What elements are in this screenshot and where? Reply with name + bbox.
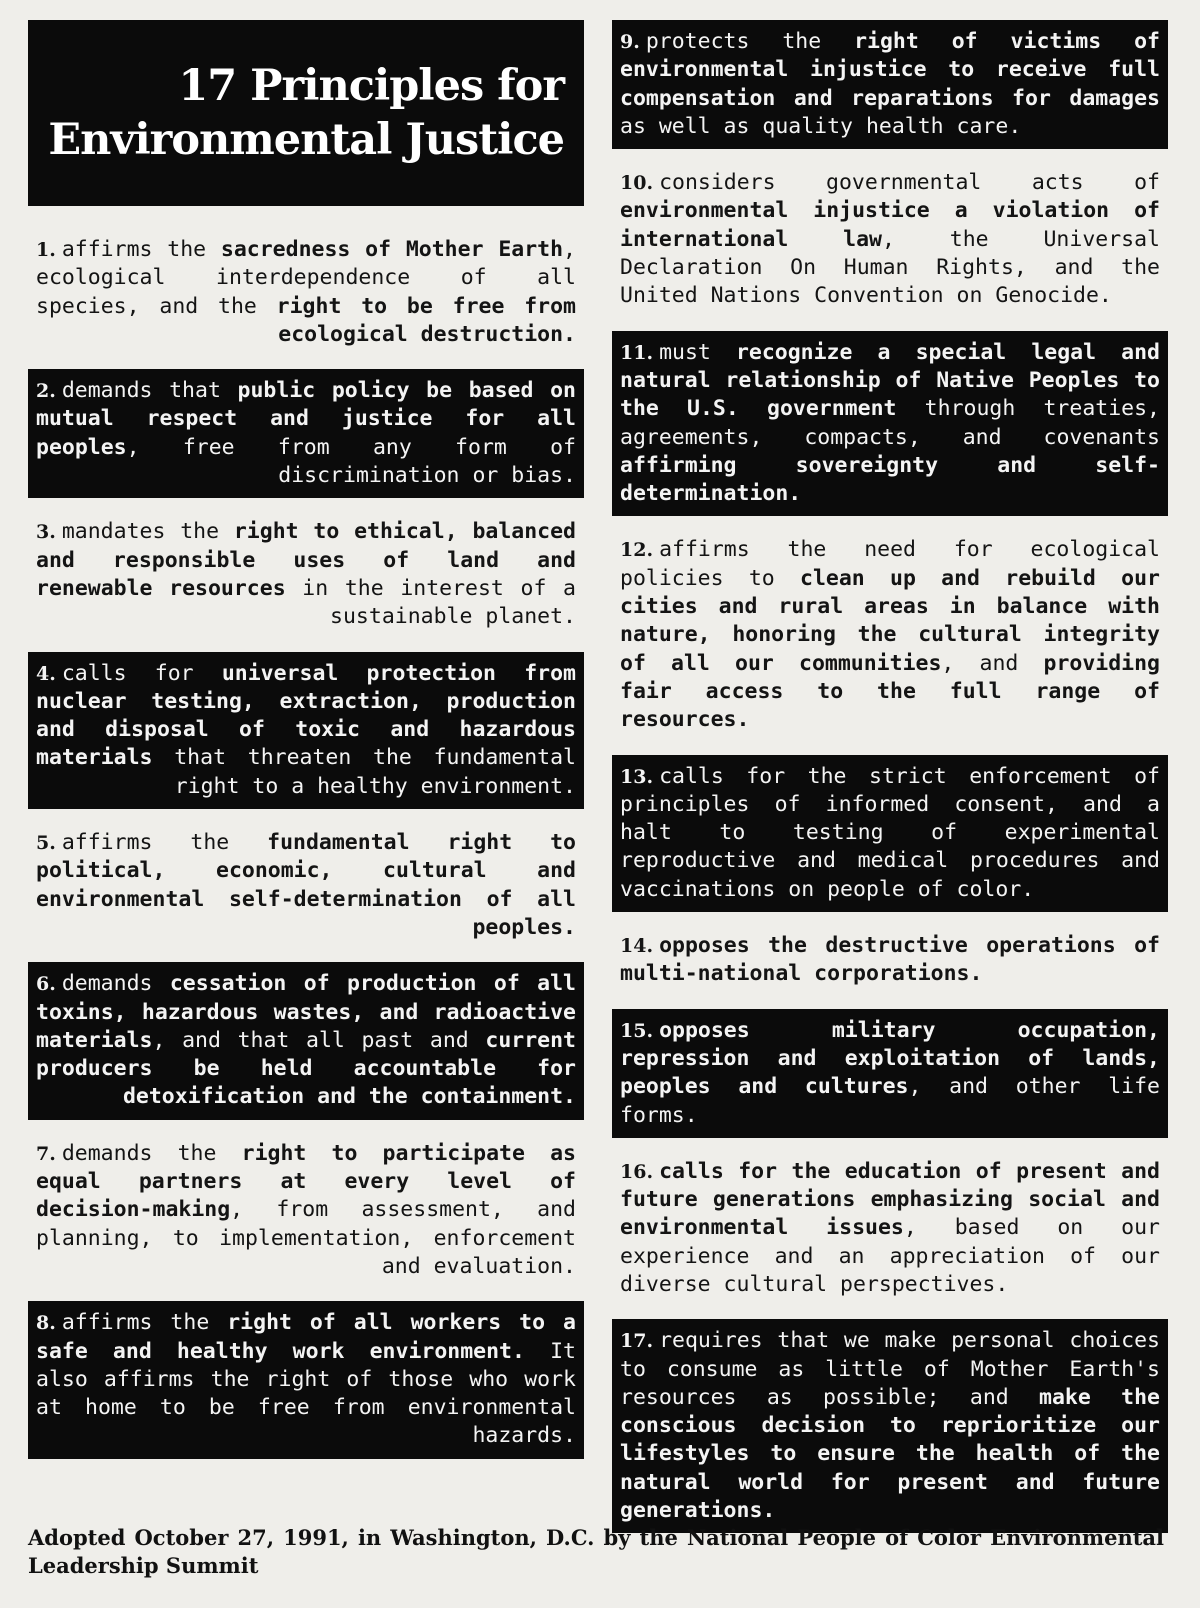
principle-text: mandates the xyxy=(61,519,234,545)
principle-number: 5. xyxy=(36,832,56,855)
principle-text: calls for xyxy=(61,660,222,686)
principle-text: requires that we make personal choices to consume as little of Mother Earth's resources as possible; and xyxy=(620,1328,1160,1410)
principle-number: 7. xyxy=(36,1142,56,1165)
principle-emphasis: affirming sovereignty and self-determination. xyxy=(620,452,1160,507)
principle-number: 6. xyxy=(36,973,56,996)
principle-emphasis: sacredness of Mother Earth xyxy=(220,237,564,262)
principle-text: as well as quality health care. xyxy=(620,113,1022,139)
principle-text: , and xyxy=(941,650,1044,676)
principle-emphasis: universal protection from nuclear testing, extraction, production and disposal of toxic and hazardous materials xyxy=(36,660,576,771)
principle-emphasis: recognize a special legal and natural relationship of Native Peoples to the U.S. government xyxy=(620,339,1160,422)
principle-emphasis: right to ethical, balanced and responsible uses of land and renewable resources xyxy=(36,519,577,601)
principle-emphasis: public policy be based on mutual respect and justice for all peoples xyxy=(36,378,576,460)
principle-number: 12. xyxy=(620,539,654,562)
principle-number: 13. xyxy=(620,765,654,788)
principle-emphasis: fundamental right to political, economic, cultural and environmental self-determination of all peoples. xyxy=(36,830,576,940)
principle-emphasis: opposes military occupation, repression and exploitation of lands, peoples and cultures xyxy=(620,1017,1160,1100)
principle-text: , ecological interdependence of all species, and the xyxy=(36,237,576,319)
principle-number: 11. xyxy=(620,341,654,364)
principle-2 xyxy=(28,369,584,498)
principle-9 xyxy=(612,20,1168,149)
principle-text: , from assessment, and planning, to implementation, enforcement and evaluation. xyxy=(36,1197,576,1279)
principle-4 xyxy=(28,652,584,809)
principle-text: , free from any form of discrimination or bias. xyxy=(126,434,576,489)
adoption-footer: Adopted October 27, 1991, in Washington, D.C. by the National People of Color Environmental Leadership Summit xyxy=(28,1525,1164,1578)
principle-emphasis: current producers be held accountable for detoxification and the containment. xyxy=(36,1027,576,1110)
principle-text: It also affirms the right of those who work at home to be free from environmental hazards. xyxy=(36,1338,576,1449)
right-column xyxy=(612,20,1168,1545)
principle-number: 10. xyxy=(620,172,654,195)
principle-emphasis: opposes the destructive operations of multi-national corporations. xyxy=(620,933,1160,987)
principle-16 xyxy=(612,1150,1168,1307)
principle-text: must xyxy=(659,339,736,365)
principle-15 xyxy=(612,1009,1168,1138)
principle-number: 4. xyxy=(36,662,56,685)
principle-emphasis: right of victims of environmental injustice to receive full compensation and reparations for damages xyxy=(620,29,1160,111)
principle-8 xyxy=(28,1301,584,1458)
principle-number: 8. xyxy=(36,1312,56,1335)
principle-emphasis: cessation of production of all toxins, hazardous wastes, and radioactive materials xyxy=(36,971,576,1053)
principle-text: , the Universal Declaration On Human Rights, and the United Nations Convention on Genocide. xyxy=(620,226,1160,309)
principle-number: 9. xyxy=(620,31,640,53)
principle-text: considers governmental acts of xyxy=(659,170,1160,196)
principle-number: 15. xyxy=(620,1019,654,1042)
principle-text: , and other life forms. xyxy=(620,1074,1160,1128)
principle-number: 14. xyxy=(620,935,654,958)
left-column xyxy=(28,20,584,1471)
principle-number: 16. xyxy=(620,1160,654,1183)
principle-text: demands the xyxy=(61,1140,242,1166)
principle-text: affirms the xyxy=(61,1310,228,1336)
principle-17 xyxy=(612,1319,1168,1533)
principle-10 xyxy=(612,161,1168,318)
principle-emphasis: providing fair access to the full range of resources. xyxy=(620,650,1160,733)
principle-14 xyxy=(612,924,1168,997)
principle-number: 17. xyxy=(620,1330,654,1353)
principle-6 xyxy=(28,962,584,1119)
principle-text: affirms the xyxy=(61,830,268,856)
principle-7 xyxy=(28,1132,584,1289)
principle-emphasis: right to participate as equal partners at every level of decision-making xyxy=(36,1140,576,1223)
principle-13 xyxy=(612,755,1168,912)
principle-emphasis: make the conscious decision to reprioritize our lifestyles to ensure the health of the natural world for present and future generations. xyxy=(620,1384,1160,1524)
title-banner xyxy=(28,20,584,206)
principle-text: calls for the strict enforcement of principles of informed consent, and a halt to testing of experimental reproductive and medical procedures and vaccinations on people of color. xyxy=(620,763,1160,902)
principle-text: affirms the need for ecological policies to xyxy=(620,537,1160,591)
principle-5 xyxy=(28,821,584,950)
principle-text: protects the xyxy=(645,29,855,54)
principle-emphasis: right to be free from ecological destruction. xyxy=(276,293,576,347)
principle-1 xyxy=(28,228,584,357)
principle-text: in the interest of a sustainable planet. xyxy=(285,575,576,630)
page-title: 17 Principles for Environmental Justice xyxy=(48,61,564,165)
principle-text: that threaten the fundamental right to a healthy environment. xyxy=(152,745,576,799)
principle-12 xyxy=(612,528,1168,742)
principle-text: affirms the xyxy=(61,237,221,262)
principle-text: through treaties, agreements, compacts, and covenants xyxy=(620,396,1160,450)
principle-emphasis: right of all workers to a safe and healthy work environment. xyxy=(36,1310,576,1364)
principle-3 xyxy=(28,510,584,639)
principle-number: 1. xyxy=(36,239,56,261)
principle-emphasis: environmental injustice a violation of international law xyxy=(620,198,1160,252)
principle-text: , based on our experience and an appreciation of our diverse cultural perspectives. xyxy=(620,1215,1160,1297)
principle-text: demands that xyxy=(61,378,238,404)
principle-number: 2. xyxy=(36,380,56,403)
right-principles xyxy=(612,20,1168,1533)
principle-text: , and that all past and xyxy=(152,1027,486,1053)
principle-11 xyxy=(612,331,1168,517)
principle-number: 3. xyxy=(36,521,56,544)
principle-text: demands xyxy=(61,971,170,997)
principle-emphasis: calls for the education of present and future generations emphasizing social and environmental issues xyxy=(620,1158,1160,1241)
left-principles xyxy=(28,228,584,1459)
principle-emphasis: clean up and rebuild our cities and rural areas in balance with nature, honoring the cultural integrity of all our communities xyxy=(620,565,1160,676)
